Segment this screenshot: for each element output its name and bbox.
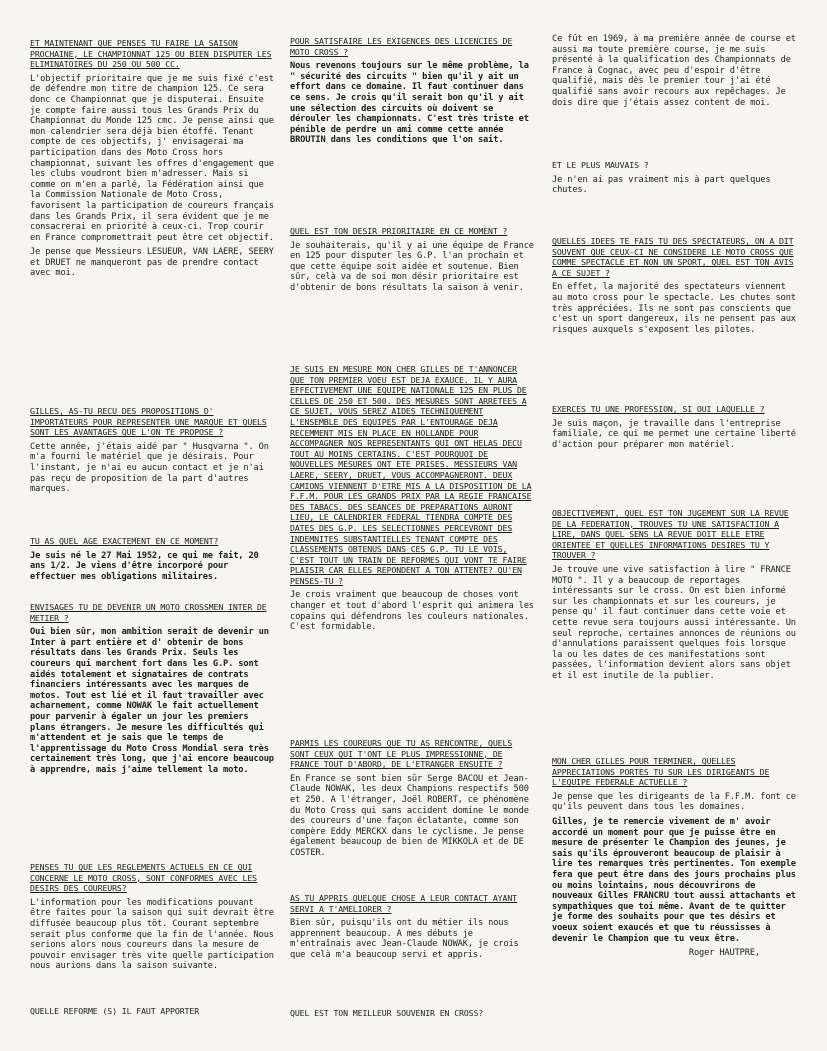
qa-block-importers: [30, 406, 274, 499]
qa-block-federation-review: [552, 508, 800, 686]
answer: En effet, la majorité des spectateurs viennent au moto cross pour le spectacle. Les chutes sont très appréciées. Ils ne sont pas conscients que c'est un sport dangereux, ils ne pensent pas aux risques auxquels s'exposent les pilotes.: [552, 282, 796, 335]
question: QUELLE REFORME (S) IL FAUT APPORTER: [30, 1006, 200, 1016]
answer: Je pense que Messieurs LESUEUR, VAN LAERE, SEERY et DRUET ne manqueront pas de prendre contact avec moi.: [30, 247, 274, 279]
qa-block-licencies: [290, 36, 534, 150]
question: GILLES, AS-TU RECU DES PROPOSITIONS D' IMPORTATEURS POUR REPRESENTER UNE MARQUE ET QUELS SONT LES AVANTAGES QUE L'ON TE PROPOSE ?: [30, 406, 267, 438]
qa-block-reform: [30, 1006, 274, 1021]
answer: Je suis maçon, je travaille dans l'entreprise familiale, ce qui me permet une certaine liberté d'action pour préparer mon matériel.: [552, 418, 796, 450]
qa-block-rules: [30, 862, 274, 976]
answer: Je pense que les dirigeants de la F.F.M. font ce qu'ils peuvent dans tous les domaines.: [552, 791, 796, 813]
answer: Je suis né le 27 Mai 1952, ce qui me fait, 20 ans 1/2. Je viens d'être incorporé pour effectuer mes obligations militaires.: [30, 550, 259, 582]
answer: Bien sûr, puisqu'ils ont du métier ils nous apprennent beaucoup. A mes débuts je m'entraînais avec Jean-Claude NOWAK, je crois que celà m'a beaucoup servi et appris.: [290, 918, 519, 960]
answer: En France se sont bien sûr Serge BACOU et Jean-Claude NOWAK, les deux Champions respectifs 500 et 250. A l'étranger, Joël ROBERT, ce phénomène du Moto Cross qui sans accident domine le monde des coureurs d'une façon éclatante, comme son compère Eddy MERCKX dans le cyclisme. Je pense également beaucoup de bien de MIKKOLA et de DE COSTER.: [290, 773, 529, 858]
qa-block-memory-answer: [552, 34, 800, 112]
qa-block-age: [30, 536, 274, 586]
answer: Ce fût en 1969, à ma première année de course et aussi ma toute première course, je me suis présenté à la qualification des Championnats de France à Cognac, avec peu d'espoir d'être qualifié, mais dès le premier tour j'ai été qualifié sans avoir recours aux repêchages. Je dois dire que j'étais assez content de moi.: [552, 34, 796, 108]
answer: Je n'en ai pas vraiment mis à part quelques chutes.: [552, 174, 771, 196]
answer: Gilles, je te remercie vivement de m' avoir accordé un moment pour que je puisse être en mesure de présenter le Champion des jeunes, je sais qu'ils éprouveront beaucoup de plaisir à lire tes remarques très pertinentes. Ton exemple fera que peut être dans des jours prochains plus ou moins lointains, nous découvrirons de nouveaux Gilles FRANCRU tout aussi attachants et sympathiques que toi même. Avant de te quitter je forme des souhaits pour que tes désirs et voeux soient exaucés et que tu réussisses à devenir le Champion que tu veux être.: [552, 816, 796, 944]
question: OBJECTIVEMENT, QUEL EST TON JUGEMENT SUR LA REVUE DE LA FEDERATION, TROUVES TU UNE SATISFACTION A LIRE, DANS QUEL SENS LA REVUE DOIT ELLE ETRE ORIENTEE ET QUELLES INFORMATIONS DESIRES TU Y TROUVER ?: [552, 508, 789, 561]
answer: L'objectif prioritaire que je me suis fixé c'est de défendre mon titre de champion 125. Ce sera donc ce Championnat que je disputerai. Ensuite je compte faire aussi tous les Grands Prix du Championnat du Monde 125 cmc. Je pense ainsi que mon calendrier sera déjà bien étoffé. Tenant compte de ces objectifs, j' envisagerai ma participation dans des Moto Cross hors championnat, suivant les offres d'engagement que les clubs voudront bien m'adresser. Mais si comme on m'en a parlé, la Fédération ainsi que la Commission Nationale de Moto Cross, favorisent la participation de coureurs français dans les Grands Prix, il sera évident que je me consacrerai en priorité à ceux-ci. Trop courir en France compromettrait peut être cet objectif.: [30, 73, 274, 243]
qa-block-spectators: [552, 236, 800, 339]
qa-block-best-memory: [290, 1008, 534, 1023]
question: QUEL EST TON MEILLEUR SOUVENIR EN CROSS?: [290, 1008, 484, 1018]
qa-block-desire: [290, 226, 534, 298]
question: MON CHER GILLES POUR TERMINER, QUELLES APPRECIATIONS PORTES TU SUR LES DIRIGEANTS DE L'EQUIPE FEDERALE ACTUELLE ?: [552, 756, 770, 788]
qa-block-national-team: [290, 364, 534, 637]
question: TU AS QUEL AGE EXACTEMENT EN CE MOMENT?: [30, 536, 219, 546]
qa-block-next-season: [30, 38, 274, 283]
question: POUR SATISFAIRE LES EXIGENCES DES LICENCIES DE MOTO CROSS ?: [290, 36, 513, 57]
question: EXERCES TU UNE PROFESSION, SI OUI LAQUELLE ?: [552, 404, 765, 414]
question: AS TU APPRIS QUELQUE CHOSE A LEUR CONTACT AYANT SERVI A T'AMELIORER ?: [290, 893, 517, 914]
question: JE SUIS EN MESURE MON CHER GILLES DE T'ANNONCER QUE TON PREMIER VOEU EST DEJA EXAUCE. IL Y AURA EFFECTIVEMENT UNE EQUIPE NATIONALE 125 EN PLUS DE CELLES DE 250 ET 500. DES MESURES SONT ARRETEES A CE SUJET, VOUS SEREZ AIDES TECHNIQUEMENT L'ENSEMBLE DES EQUIPES PAR L'ENTOURAGE DEJA RECEMMENT MIS EN PLACE EN HOLLANDE POUR ACCOMPAGNER NOS REPRESENTANTS QUI ONT HELAS DECU TOUT AU MOINS CERTAINS. C'EST POURQUOI DE NOUVELLES MESURES ONT ETE PRISES. MESSIEURS VAN LAERE, SEERY, DRUET, VOUS ACCOMPAGNERONT. DEUX CAMIONS VIENNENT D'ETRE MIS A LA DISPOSITION DE LA F.F.M. POUR LES GRANDS PRIX PAR LA REGIE FRANCAISE DES TABACS. DES SEANCES DE PREPARATIONS AURONT LIEU, LE CALENDRIER FEDERAL TIENDRA COMPTE DES DATES DES G.P. LES SELECTIONNES PERCEVRONT DES INDEMNITES SUBSTANTIELLES TENANT COMPTE DES CLASSEMENTS OBTENUS DANS CES G.P. TU LE VOIS, C'EST TOUT UN TRAIN DE REFORMES QUI VONT TE FAIRE PLAISIR CAR ELLES REPONDENT A TON ATTENTE? QU'EN PENSES-TU ?: [290, 364, 532, 586]
answer: L'information pour les modifications pouvant être faites pour la saison qui suit devrait être diffusée beaucoup plus tôt. Courant septembre serait plus conforme que la fin de l'année. Nous serions alors nous coureurs dans la mesure de pouvoir envisager très vite quelle participation nous aurions dans la saison suivante.: [30, 897, 274, 972]
question: ET LE PLUS MAUVAIS ?: [552, 160, 649, 170]
qa-block-leaders: [552, 756, 800, 963]
question: ENVISAGES TU DE DEVENIR UN MOTO CROSSMEN INTER DE METIER ?: [30, 602, 267, 623]
qa-block-profession: [552, 404, 800, 454]
qa-block-riders: [290, 738, 534, 863]
author-signature: Roger HAUTPRE,: [688, 948, 760, 959]
question: ET MAINTENANT QUE PENSES TU FAIRE LA SAISON PROCHAINE, LE CHAMPIONNAT 125 OU BIEN DISPUTER LES ELIMINATOIRES DU 250 OU 500 CC.: [30, 38, 272, 70]
answer: Cette année, j'étais aidé par " Husqvarna ". On m'a fourni le matériel que je désirais. Pour l'instant, je n'ai eu aucun contact et je n'ai pas reçu de proposition de la part d'autres marques.: [30, 441, 269, 495]
question: PENSES TU QUE LES REGLEMENTS ACTUELS EN CE QUI CONCERNE LE MOTO CROSS, SONT CONFORMES AVEC LES DESIRS DES COUREURS?: [30, 862, 257, 894]
answer: Oui bien sûr, mon ambition serait de devenir un Inter à part entière et d' obtenir de bons résultats dans les Grands Prix. Seuls les coureurs qui marchent fort dans les G.P. sont aidés totalement et signataires de contrats financiers intéressants avec les marques de motos. Tout est lié et il faut travailler avec acharnement, comme NOWAK le fait actuellement pour parvenir à égaler un jour les premiers plans étrangers. Je mesure les difficultés qui m'attendent et je sais que le temps de l'apprentissage du Moto Cross Mondial sera très certainement très long, que j'ai encore beaucoup à apprendre, mais j'aime tellement la moto.: [30, 627, 274, 775]
question: QUELLES IDEES TE FAIS TU DES SPECTATEURS, ON A DIT SOUVENT QUE CEUX-CI NE CONSIDERE LE MOTO CROSS QUE COMME SPECTACLE ET NON UN SPORT, QUEL EST TON AVIS A CE SUJET ?: [552, 236, 794, 278]
qa-block-career: [30, 602, 274, 780]
answer: Je souhaiterais, qu'il y ai une équipe de France en 125 pour disputer les G.P. l'an prochain et que cette équipe soit aidée et soutenue. Bien sûr, celà va de soi mon désir prioritaire est d'obtenir de bons résultats la saison à venir.: [290, 240, 534, 293]
question: QUEL EST TON DESIR PRIORITAIRE EN CE MOMENT ?: [290, 226, 508, 236]
question: PARMIS LES COUREURS QUE TU AS RENCONTRE, QUELS SONT CEUX QUI T'ONT LE PLUS IMPRESSIONNE, DE FRANCE TOUT D'ABORD, DE L'ETRANGER ENSUITE ?: [290, 738, 513, 770]
qa-block-worst: [552, 160, 800, 200]
answer: Je crois vraiment que beaucoup de choses vont changer et tout d'abord l'esprit qui animera les copains qui défendrons les couleurs nationales. C'est formidable.: [290, 590, 534, 633]
answer: Nous revenons toujours sur le même problème, la " sécurité des circuits " bien qu'il y ait un effort dans ce domaine. Il faut continuer dans ce sens. Je crois qu'il serait bon qu'il y ait une sélection des circuits où doivent se dérouler les championnats. C'est très triste et pénible de perdre un ami comme cette année BROUTIN dans les conditions que l'on sait.: [290, 61, 529, 146]
answer: Je trouve une vive satisfaction à lire " FRANCE MOTO ". Il y a beaucoup de reportages intéressants sur le cross. On est bien informé sur les championnats et sur les coureurs, je pense qu' il faut continuer dans cette voie et cette revue sera toujours aussi intéressante. Un seul reproche, certaines annonces de réunions ou d'annulations paraissent quelques fois lorsque la ou les dates de ces manifestations sont passées, l'information devient alors sans objet et il est inutile de la publier.: [552, 564, 796, 681]
qa-block-learned: [290, 893, 534, 965]
